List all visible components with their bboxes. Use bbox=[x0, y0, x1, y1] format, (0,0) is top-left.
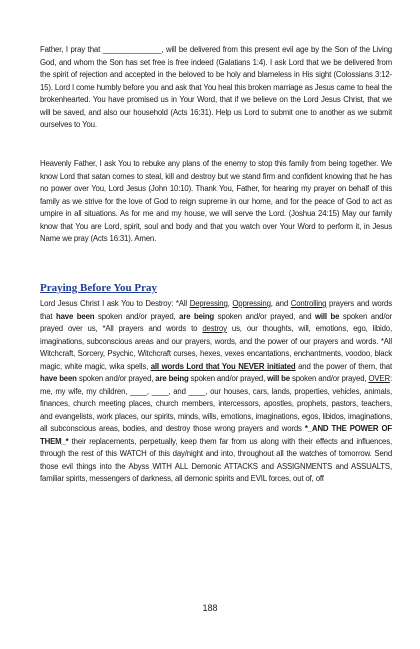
p3-bold: are being bbox=[179, 311, 215, 321]
p3-text: Lord Jesus Christ I ask You to Destroy: *All bbox=[40, 299, 190, 308]
p3-text: prayers and words that bbox=[40, 299, 392, 321]
p1-text-a: Father, I pray that bbox=[40, 45, 101, 54]
p3-bold: have been bbox=[56, 311, 95, 321]
p3-bold: will be bbox=[267, 374, 290, 383]
p3-text: spoken and/or prayed, bbox=[289, 374, 369, 383]
p3-underlined: OVER bbox=[368, 374, 390, 383]
prayer-paragraph-3 bbox=[40, 298, 392, 486]
p3-bold-underlined: all words Lord that You NEVER initiated bbox=[150, 361, 296, 371]
p1-text-b: , will be delivered from this present evil age by the Son of the Living God, and whom the Son has set free is free indeed (Galatians 1:4). I ask Lord that we be delivered from the spirit of rejection and accepted in the beloved to be holy and blameless in His sight (Colossians 3:12-15). Lord I come humbly before you and ask that You heal this broken marriage as Jesus came to heal the brokenhearted. You have promised us in Your Word, that if we believe on the Lord Jesus Christ, that we will be saved, and also our household (Acts 16:31). Help us Lord to submit one to another as we submit ourselves to You. bbox=[40, 45, 392, 129]
p3-underlined: destroy bbox=[202, 324, 227, 333]
p3-text: and the power of them, that bbox=[295, 361, 393, 371]
p3-bold: *_AND THE POWER OF THEM_* bbox=[40, 424, 392, 446]
prayer-paragraph-1 bbox=[40, 44, 392, 132]
p3-bold: will be bbox=[314, 311, 340, 321]
p3-text: their replacements, perpetually, keep them far from us along with their effects and influences, through the rest of this WATCH of this day/night and into, throughout all the watches of tomorrow. Send those evil things into the Abyss WITH ALL Demonic ATTACKS and ASSIGNMENTS and ASSUALTS, familiar spirits, messengers of darkness, all demonic spirits and EVIL forces, out of, off bbox=[40, 436, 392, 483]
p3-text: spoken and/or prayed, bbox=[94, 311, 180, 321]
p3-underlined: Controlling bbox=[290, 299, 327, 308]
p3-bold: have been bbox=[40, 374, 77, 383]
p3-text: , and bbox=[270, 299, 291, 308]
section-heading: Praying Before You Pray bbox=[40, 282, 158, 294]
p3-text: us, our thoughts, will, emotions, ego, libido, imaginations, subconscious areas and our prayers, words, and the power of our prayers and words. *All Witchcraft, Sorcery, Psychic, Witchcraft curses, hexes, vexes encantations, enchantments, voodoo, black magic, white magic, wika spells, bbox=[40, 324, 392, 371]
p3-underlined: Oppressing bbox=[232, 299, 271, 308]
p3-text: spoken and/or prayed, bbox=[188, 374, 268, 383]
page-number: 188 bbox=[202, 603, 218, 613]
p3-text: : me, my wife, my children, ____, ____, and ____, our houses, cars, lands, properties, vehicles, animals, finances, church meeting places, church members, intercessors, apostles, prophets, pastors, teachers, and evangelists, work places, our spirits, minds, wills, emotions, imaginations, egos, libidos, imaginations, all subconscious areas, bodies, and destroy those wrong prayers and words bbox=[40, 374, 392, 433]
p3-text: spoken and/or prayed over us, *All prayers and words to bbox=[40, 311, 392, 333]
p1-name-blank: ______________ bbox=[102, 45, 162, 54]
p3-bold: are being bbox=[155, 374, 189, 383]
p3-underlined: Depressing bbox=[189, 299, 228, 308]
p3-text: spoken and/or prayed, bbox=[76, 374, 156, 383]
p3-text: , bbox=[227, 299, 233, 308]
prayer-paragraph-2: Heavenly Father, I ask You to rebuke any plans of the enemy to stop this family from being together. We know Lord that satan comes to steal, kill and destroy but we stand firm and confident knowing that he has no power over You, Lord Jesus (John 10:10). Thank You, Father, for hearing my prayer on behalf of this family as we strive for the love of God to reign supreme in our home, and for the peace of God to act as umpire in all situations. As for me and my house, we will serve the Lord. (Joshua 24:15) May our family know that You are Lord, spirit, soul and body and that you watch over Your Word to perform it, in Jesus Name we pray (Acts 16:31). Amen. bbox=[40, 159, 392, 243]
p3-text: spoken and/or prayed, and bbox=[214, 311, 315, 321]
